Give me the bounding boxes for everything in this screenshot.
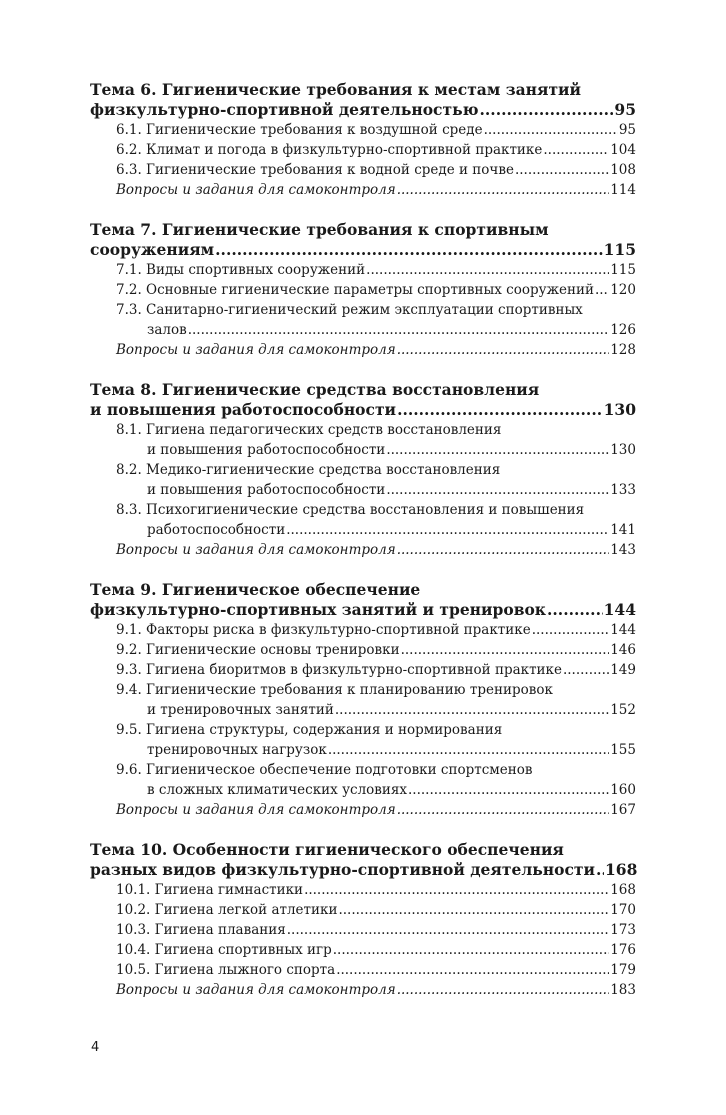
toc-entry-line-text: и повышения работоспособности: [147, 442, 386, 458]
section-title-line: Тема 9. Гигиеническое обеспечение: [90, 580, 421, 599]
self-check-questions: [90, 180, 636, 200]
toc-entry-line: [116, 740, 636, 760]
dot-leader: [595, 287, 609, 301]
self-check-line-text: Вопросы и задания для самоконтроля: [116, 182, 396, 198]
dot-leader: [397, 405, 603, 421]
dot-leader: [386, 447, 609, 461]
section-title-last-page: 95: [614, 100, 636, 119]
dot-leader: [563, 667, 609, 681]
dot-leader: [397, 187, 610, 201]
section-title-last: [90, 860, 636, 880]
toc-entry: [90, 880, 636, 900]
section-title-last-page: 115: [603, 240, 636, 259]
toc-entry-line-text: 7.2. Основные гигиенические параметры спортивных сооружений: [116, 282, 594, 298]
toc-entry-line: [116, 700, 636, 720]
toc-entry: [90, 120, 636, 140]
section-title-last: [90, 100, 636, 120]
toc-entry: [90, 500, 636, 540]
toc-entry: [90, 920, 636, 940]
toc-entry-line-text: 10.1. Гигиена гимнастики: [116, 882, 304, 898]
section-title-line: Тема 8. Гигиенические средства восстановления: [90, 380, 540, 399]
toc-entry-line-page: 146: [610, 642, 636, 658]
self-check-line-page: 183: [610, 982, 636, 998]
toc-entry-line-page: 173: [610, 922, 636, 938]
self-check-line-page: 143: [610, 542, 636, 558]
toc-entry-line-page: 130: [610, 442, 636, 458]
toc-entry-first-line: 8.1. Гигиена педагогических средств восстановления: [116, 422, 502, 438]
section-title-last-text: физкультурно-спортивных занятий и тренировок: [90, 600, 547, 619]
section-title: [90, 80, 636, 120]
self-check-line-text: Вопросы и задания для самоконтроля: [116, 542, 396, 558]
self-check-line: [116, 800, 636, 820]
toc-entry-line: [116, 280, 636, 300]
toc-entry-line-page: 160: [610, 782, 636, 798]
section-title: [90, 840, 636, 880]
dot-leader: [287, 927, 609, 941]
dot-leader: [366, 267, 609, 281]
section-title-line: Тема 6. Гигиенические требования к местам занятий: [90, 80, 582, 99]
dot-leader: [335, 707, 609, 721]
section-title-last-page: 130: [603, 400, 636, 419]
toc-entry-line: [116, 480, 636, 500]
toc-entry-line-text: тренировочных нагрузок: [147, 742, 327, 758]
toc-entry-line: [116, 900, 636, 920]
self-check-line: [116, 340, 636, 360]
toc-entry-line: [116, 960, 636, 980]
toc-entry-line: [116, 660, 636, 680]
section-title: [90, 580, 636, 620]
dot-leader: [596, 865, 604, 881]
toc-entry-line-text: 9.2. Гигиенические основы тренировки: [116, 642, 400, 658]
toc-entry-line-page: 108: [610, 162, 636, 178]
self-check-line: [116, 180, 636, 200]
page-number: 4: [91, 1040, 100, 1055]
section-title-last: [90, 600, 636, 620]
toc-entry-line-page: 104: [610, 142, 636, 158]
toc-entry: [90, 940, 636, 960]
section-title-last-text: разных видов физкультурно-спортивной деятельности: [90, 860, 595, 879]
toc-entry-first-line: 9.6. Гигиеническое обеспечение подготовки спортсменов: [116, 762, 533, 778]
self-check-line: [116, 980, 636, 1000]
toc-entry-line-text: залов: [147, 322, 187, 338]
section-title-last-page: 144: [603, 600, 636, 619]
toc-entry-line-page: 115: [610, 262, 636, 278]
toc-entry-line: [116, 520, 636, 540]
dot-leader: [543, 147, 609, 161]
toc-entry-line-text: 6.2. Климат и погода в физкультурно-спортивной практике: [116, 142, 543, 158]
toc-entry-line-text: в сложных климатических условиях: [147, 782, 408, 798]
dot-leader: [333, 947, 609, 961]
dot-leader: [484, 127, 618, 141]
table-of-contents: [90, 80, 636, 1020]
toc-entry: [90, 680, 636, 720]
toc-entry: [90, 660, 636, 680]
section-title-last-page: 168: [605, 860, 638, 879]
dot-leader: [304, 887, 609, 901]
toc-entry-line: [116, 640, 636, 660]
toc-entry-line: [116, 440, 636, 460]
toc-entry-line-page: 176: [610, 942, 636, 958]
self-check-line-page: 128: [610, 342, 636, 358]
dot-leader: [386, 487, 609, 501]
dot-leader: [397, 547, 610, 561]
toc-entry-line-text: работоспособности: [147, 522, 286, 538]
toc-entry-line-text: 6.1. Гигиенические требования к воздушной среде: [116, 122, 483, 138]
toc-entry-line-text: 9.1. Факторы риска в физкультурно-спортивной практике: [116, 622, 531, 638]
toc-entry-line: [116, 620, 636, 640]
section-title-line: Тема 10. Особенности гигиенического обеспечения: [90, 840, 564, 859]
self-check-questions: [90, 800, 636, 820]
toc-entry-line: [116, 140, 636, 160]
toc-entry-line-text: 9.3. Гигиена биоритмов в физкультурно-спортивной практике: [116, 662, 562, 678]
toc-entry-line-page: 133: [610, 482, 636, 498]
toc-entry-line-page: 149: [610, 662, 636, 678]
toc-entry: [90, 160, 636, 180]
toc-section: [90, 220, 636, 360]
toc-entry: [90, 640, 636, 660]
section-title-last: [90, 400, 636, 420]
toc-entry-line: [116, 160, 636, 180]
toc-entry: [90, 960, 636, 980]
section-title-line: Тема 7. Гигиенические требования к спортивным: [90, 220, 549, 239]
toc-entry-line: [116, 940, 636, 960]
toc-entry-line: [116, 880, 636, 900]
toc-entry: [90, 760, 636, 800]
section-title-last-text: физкультурно-спортивной деятельностью: [90, 100, 479, 119]
self-check-questions: [90, 340, 636, 360]
toc-entry-line-page: 168: [610, 882, 636, 898]
toc-entry-line-text: и тренировочных занятий: [147, 702, 334, 718]
dot-leader: [338, 907, 609, 921]
self-check-line-text: Вопросы и задания для самоконтроля: [116, 342, 396, 358]
section-title-last-text: сооружениям: [90, 240, 215, 259]
self-check-questions: [90, 540, 636, 560]
toc-entry: [90, 300, 636, 340]
toc-entry-line-text: 7.1. Виды спортивных сооружений: [116, 262, 366, 278]
toc-entry-line-page: 179: [610, 962, 636, 978]
toc-entry-line-page: 170: [610, 902, 636, 918]
toc-entry: [90, 280, 636, 300]
toc-entry-line-page: 144: [610, 622, 636, 638]
toc-entry: [90, 900, 636, 920]
dot-leader: [328, 747, 609, 761]
dot-leader: [397, 347, 610, 361]
section-title-last-text: и повышения работоспособности: [90, 400, 397, 419]
toc-entry: [90, 460, 636, 500]
toc-entry-first-line: 7.3. Санитарно-гигиенический режим эксплуатации спортивных: [116, 302, 583, 318]
toc-entry-line-text: 10.5. Гигиена лыжного спорта: [116, 962, 336, 978]
dot-leader: [408, 787, 609, 801]
toc-entry-line-page: 126: [610, 322, 636, 338]
toc-section: [90, 580, 636, 820]
dot-leader: [397, 807, 610, 821]
toc-entry: [90, 620, 636, 640]
self-check-line-text: Вопросы и задания для самоконтроля: [116, 802, 396, 818]
toc-entry-line-text: 10.3. Гигиена плавания: [116, 922, 286, 938]
toc-entry-line-page: 152: [610, 702, 636, 718]
dot-leader: [480, 105, 614, 121]
dot-leader: [286, 527, 609, 541]
toc-entry: [90, 260, 636, 280]
dot-leader: [215, 245, 602, 261]
toc-entry-line: [116, 320, 636, 340]
toc-entry-first-line: 9.5. Гигиена структуры, содержания и нормирования: [116, 722, 503, 738]
self-check-line: [116, 540, 636, 560]
toc-entry-line: [116, 120, 636, 140]
toc-entry-line-text: и повышения работоспособности: [147, 482, 386, 498]
self-check-line-page: 114: [610, 182, 636, 198]
toc-entry-line: [116, 920, 636, 940]
toc-entry-first-line: 9.4. Гигиенические требования к планированию тренировок: [116, 682, 553, 698]
self-check-questions: [90, 980, 636, 1000]
dot-leader: [532, 627, 610, 641]
toc-entry-line-text: 10.2. Гигиена легкой атлетики: [116, 902, 338, 918]
toc-entry-line-page: 141: [610, 522, 636, 538]
self-check-line-text: Вопросы и задания для самоконтроля: [116, 982, 396, 998]
toc-entry-line-page: 95: [618, 122, 636, 138]
toc-entry-line-text: 6.3. Гигиенические требования к водной среде и почве: [116, 162, 514, 178]
section-title: [90, 220, 636, 260]
dot-leader: [547, 605, 603, 621]
dot-leader: [397, 987, 610, 1001]
section-title-last: [90, 240, 636, 260]
toc-entry-line-text: 10.4. Гигиена спортивных игр: [116, 942, 332, 958]
toc-entry: [90, 420, 636, 460]
self-check-line-page: 167: [610, 802, 636, 818]
toc-entry-line: [116, 260, 636, 280]
toc-section: [90, 80, 636, 200]
toc-entry-first-line: 8.3. Психогигиенические средства восстановления и повышения: [116, 502, 585, 518]
dot-leader: [336, 967, 609, 981]
toc-section: [90, 380, 636, 560]
toc-entry-line-page: 120: [610, 282, 636, 298]
dot-leader: [188, 327, 610, 341]
dot-leader: [515, 167, 609, 181]
toc-entry-first-line: 8.2. Медико-гигиенические средства восстановления: [116, 462, 501, 478]
toc-entry: [90, 140, 636, 160]
section-title: [90, 380, 636, 420]
toc-entry: [90, 720, 636, 760]
dot-leader: [401, 647, 610, 661]
toc-entry-line: [116, 780, 636, 800]
toc-section: [90, 840, 636, 1000]
toc-entry-line-page: 155: [610, 742, 636, 758]
